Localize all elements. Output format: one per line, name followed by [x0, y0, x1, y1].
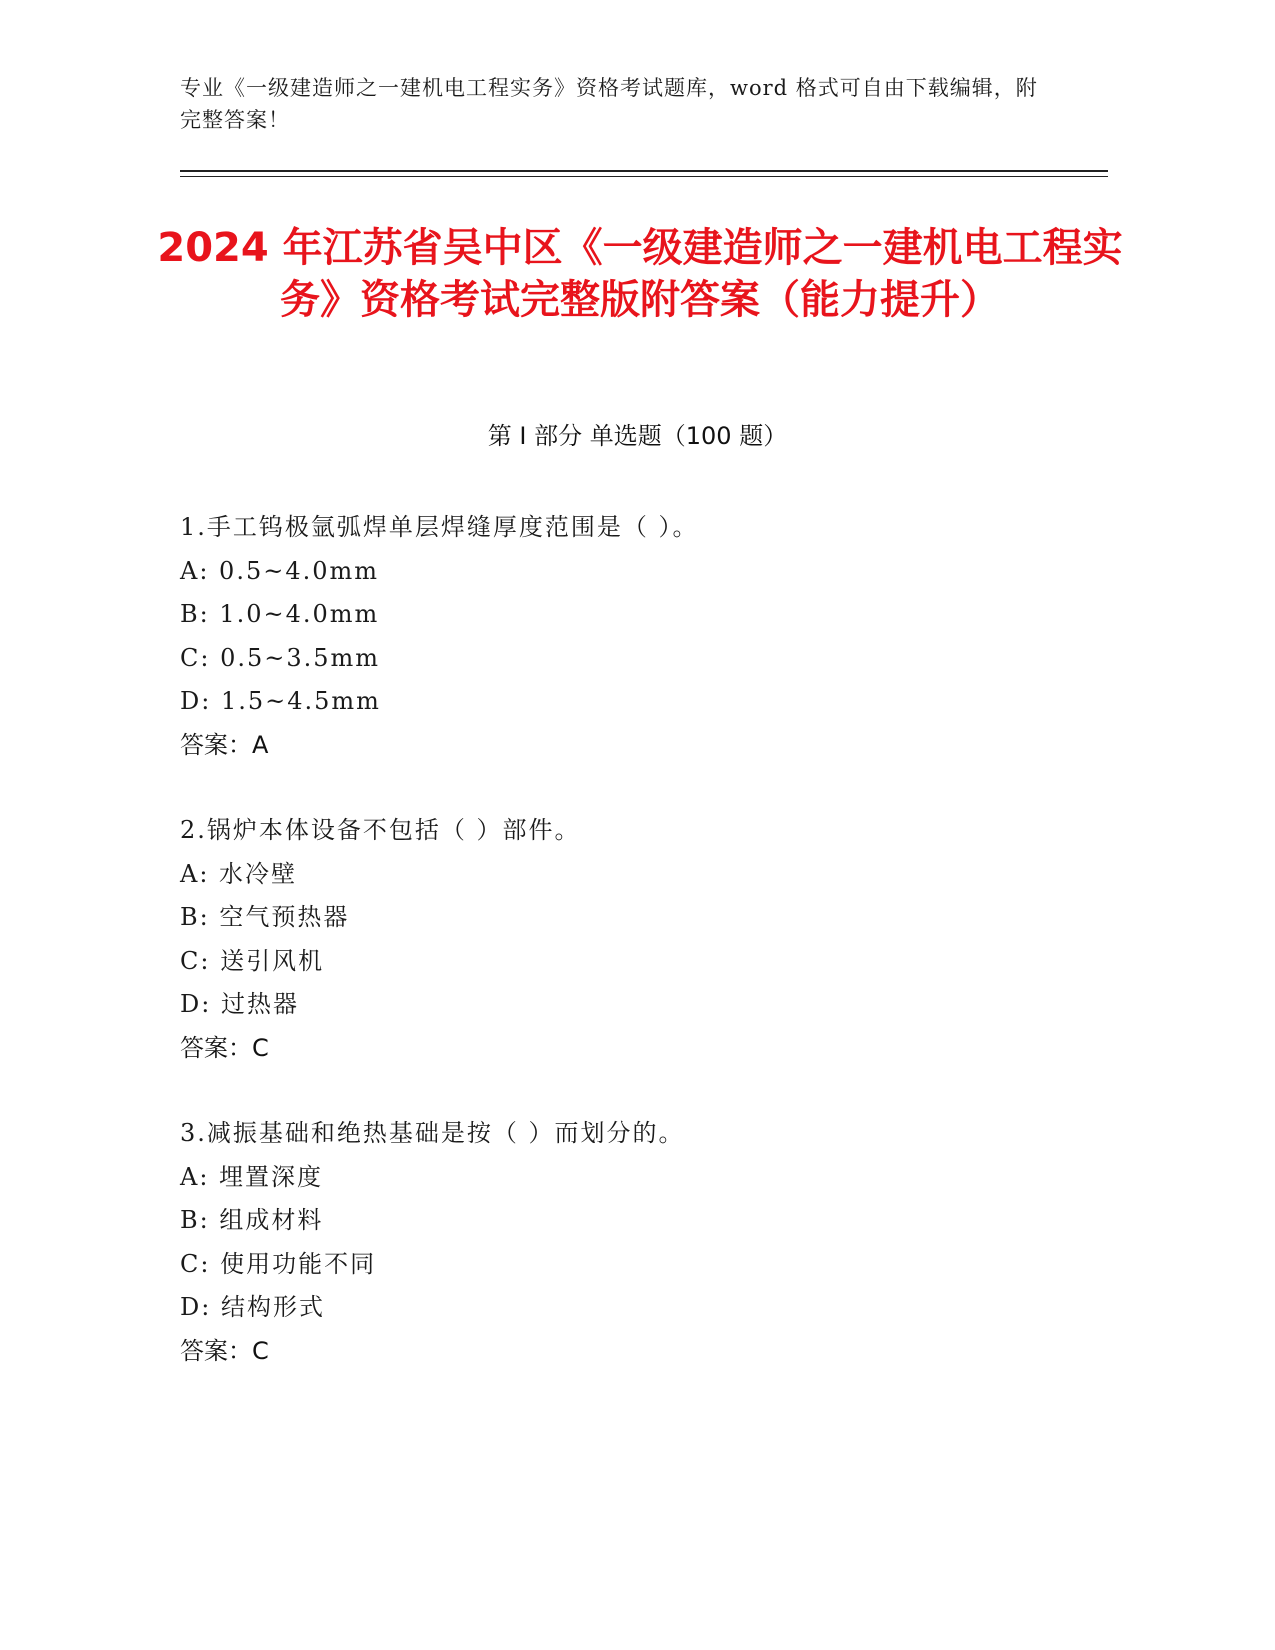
header-divider-thick: [180, 170, 1108, 172]
header-note: 专业《一级建造师之一建机电工程实务》资格考试题库，word 格式可自由下载编辑，附完整答案！: [180, 76, 1038, 132]
option-d: D: 1.5~4.5mm: [180, 687, 381, 715]
question-stem: 1.手工钨极氩弧焊单层焊缝厚度范围是（ ）。: [180, 513, 699, 541]
question-item: [180, 1112, 1100, 1373]
option-a: A: 水冷壁: [180, 859, 298, 888]
answer-line: 答案：C: [180, 1336, 269, 1365]
question-list: [180, 506, 1100, 1415]
question-item: [180, 809, 1100, 1070]
option-a: A: 埋置深度: [180, 1162, 324, 1191]
question-item: [180, 506, 1100, 767]
option-b: B: 1.0~4.0mm: [180, 600, 380, 628]
option-b: B: 空气预热器: [180, 903, 350, 931]
answer-line: 答案：C: [180, 1033, 269, 1062]
header-divider-thin: [180, 176, 1108, 177]
option-c: C: 使用功能不同: [180, 1249, 377, 1278]
option-a: A: 0.5~4.0mm: [180, 556, 380, 585]
question-stem: 3.减振基础和绝热基础是按（ ）而划分的。: [180, 1119, 685, 1147]
question-stem: 2.锅炉本体设备不包括（ ）部件。: [180, 816, 581, 844]
option-d: D: 结构形式: [180, 1293, 325, 1321]
option-c: C: 0.5~3.5mm: [180, 643, 381, 672]
document-title: 2024 年江苏省吴中区《一级建造师之一建机电工程实务》资格考试完整版附答案（能力提升）: [157, 225, 1123, 323]
option-d: D: 过热器: [180, 990, 299, 1018]
answer-line: 答案：A: [180, 730, 269, 759]
option-b: B: 组成材料: [180, 1206, 324, 1234]
section-heading: 第 I 部分 单选题（100 题）: [487, 422, 788, 450]
option-c: C: 送引风机: [180, 946, 325, 975]
